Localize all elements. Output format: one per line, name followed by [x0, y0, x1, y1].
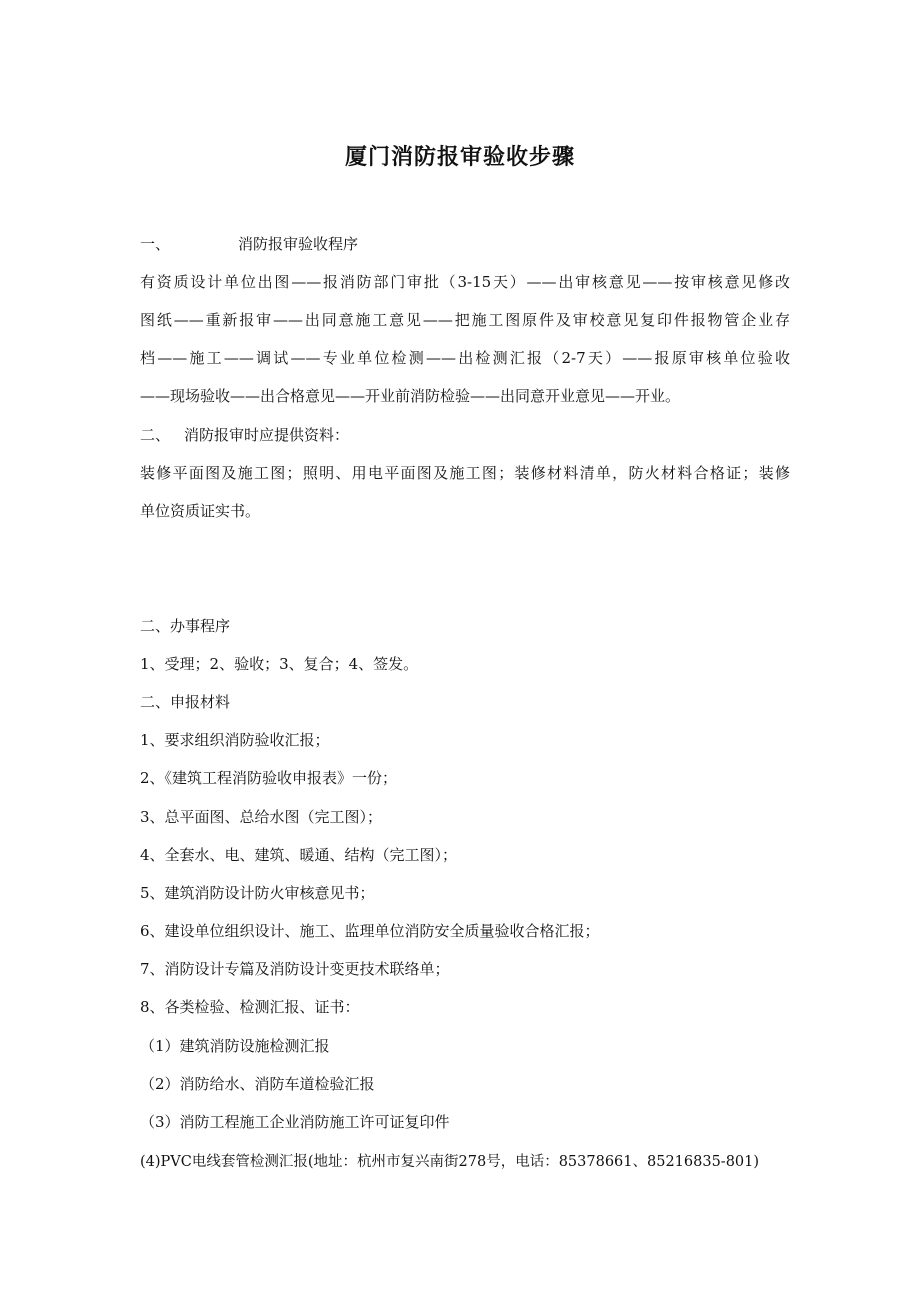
section-2-heading — [140, 424, 790, 445]
section-3-heading: 二、办事程序 — [140, 617, 231, 635]
document-title: 厦门消防报审验收步骤 — [344, 144, 575, 170]
section-2-line-2: 单位资质证实书。 — [140, 502, 261, 520]
material-item-8: 8、各类检验、检测汇报、证书： — [140, 998, 360, 1016]
section-2-number: 二、 — [140, 426, 171, 444]
material-item-7: 7、消防设计专篇及消防设计变更技术联络单； — [140, 960, 450, 978]
section-3-line: 1、受理；2、验收；3、复合；4、签发。 — [140, 655, 419, 673]
material-item-1: 1、要求组织消防验收汇报； — [140, 731, 330, 749]
material-item-6: 6、建设单位组织设计、施工、监理单位消防安全质量验收合格汇报； — [140, 922, 600, 940]
section-1-title: 消防报审验收程序 — [238, 235, 359, 253]
material-subitem-3: （3）消防工程施工企业消防施工许可证复印件 — [140, 1113, 450, 1131]
material-item-3: 3、总平面图、总给水图（完工图）； — [140, 808, 383, 826]
material-subitem-1: （1）建筑消防设施检测汇报 — [140, 1037, 330, 1055]
material-item-5: 5、建筑消防设计防火审核意见书； — [140, 884, 375, 902]
material-item-4: 4、全套水、电、建筑、暖通、结构（完工图）； — [140, 846, 458, 864]
section-1-number: 一、 — [140, 235, 171, 253]
section-1-line-3: 档——施工——调试——专业单位检测——出检测汇报（2-7天）——报原审核单位验收 — [140, 349, 790, 367]
section-1-line-4: ——现场验收——出合格意见——开业前消防检验——出同意开业意见——开业。 — [140, 387, 681, 405]
material-item-2: 2、《建筑工程消防验收申报表》一份； — [140, 769, 398, 787]
section-2-line-1: 装修平面图及施工图；照明、用电平面图及施工图；装修材料清单，防火材料合格证；装修 — [140, 464, 790, 482]
material-subitem-4: (4)PVC电线套管检测汇报(地址：杭州市复兴南街278号，电话：85378661、85216835-801) — [140, 1154, 760, 1170]
section-2-title: 消防报审时应提供资料： — [184, 426, 350, 444]
material-subitem-2: （2）消防给水、消防车道检验汇报 — [140, 1075, 375, 1093]
section-1-heading — [140, 233, 790, 254]
section-4-heading: 二、申报材料 — [140, 693, 231, 711]
section-1-line-1: 有资质设计单位出图——报消防部门审批（3-15天）——出审核意见——按审核意见修改 — [140, 273, 790, 291]
section-1-line-2: 图纸——重新报审——出同意施工意见——把施工图原件及审校意见复印件报物管企业存 — [140, 311, 790, 329]
